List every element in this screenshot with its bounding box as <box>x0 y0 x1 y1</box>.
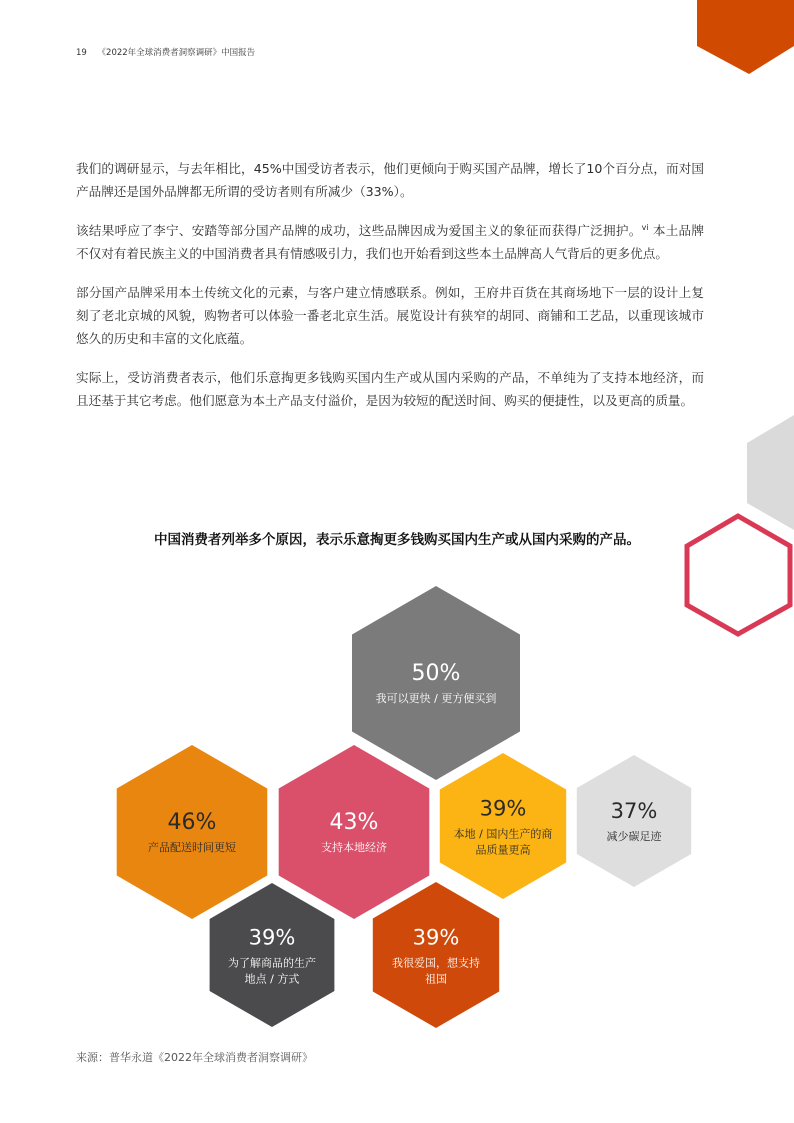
hexagon-label: 减少碳足迹 <box>606 829 662 843</box>
hexagon-shape <box>210 883 335 1027</box>
percentage-value: 39% <box>412 925 460 950</box>
percentage-value: 46% <box>167 810 217 836</box>
paragraph-3: 部分国产品牌采用本土传统文化的元素，与客户建立情感联系。例如，王府井百货在其商场地下一层的设计上复刻了老北京城的风貌，购物者可以体验一番老北京生活。展览设计有狭窄的胡同、商铺和工艺品，以重现该城市悠久的历史和丰富的文化底蕴。 <box>76 285 704 346</box>
hexagon-item <box>352 586 520 780</box>
paragraph-1: 我们的调研显示，与去年相比，45%中国受访者表示，他们更倾向于购买国产品牌，增长了10个百分点，而对国产品牌还是国外品牌都无所谓的受访者则有所减少（33%）。 <box>76 161 704 199</box>
paragraph-2-part-b: 本土品牌不仅对有着民族主义的中国消费者具有情感吸引力，我们也开始看到这些本土品牌高人气背后的更多优点。 <box>76 223 704 261</box>
percentage-value: 37% <box>610 798 658 823</box>
footnote-reference[interactable]: vi <box>641 222 649 232</box>
hexagon-label: 产品配送时间更短 <box>148 841 236 855</box>
hexagon-item <box>210 883 335 1027</box>
source-note: 来源：普华永道《2022年全球消费者洞察调研》 <box>76 1051 313 1064</box>
page-number: 19 <box>76 48 87 58</box>
report-title: 《2022年全球消费者洞察调研》中国报告 <box>97 48 256 58</box>
hexagon-label: 本地 / 国内生产的商 <box>453 827 553 841</box>
percentage-value: 50% <box>411 661 461 687</box>
percentage-value: 39% <box>248 925 296 950</box>
hexagon-item <box>577 755 691 887</box>
hexagon-label: 支持本地经济 <box>321 841 387 855</box>
chart-title: 中国消费者列举多个原因，表示乐意掏更多钱购买国内生产或从国内采购的产品。 <box>154 532 640 548</box>
hexagon-item <box>440 753 566 899</box>
hexagon-item <box>373 882 499 1028</box>
hexagon-label: 地点 / 方式 <box>244 972 300 986</box>
hexagon-shape <box>440 753 566 899</box>
paragraph-4: 实际上，受访消费者表示，他们乐意掏更多钱购买国内生产或从国内采购的产品，不单纯为了支持本地经济，而且还基于其它考虑。他们愿意为本土产品支付溢价，是因为较短的配送时间、购买的便捷性，以及更高的质量。 <box>76 370 704 408</box>
hexagon-shape <box>373 882 499 1028</box>
paragraph-2-part-a: 该结果呼应了李宁、安踏等部分国产品牌的成功，这些品牌因成为爱国主义的象征而获得广泛拥护。 <box>76 223 642 238</box>
hexagon-label: 品质量更高 <box>475 843 531 857</box>
hexagon-label: 我很爱国，想支持 <box>392 956 480 970</box>
hexagon-label: 为了解商品的生产 <box>228 956 316 970</box>
hexagon-item <box>117 745 268 919</box>
percentage-value: 43% <box>329 810 379 836</box>
hexagon-label: 我可以更快 / 更方便买到 <box>375 692 497 706</box>
hexagon-label: 祖国 <box>425 972 447 986</box>
hexagon-item <box>279 745 430 919</box>
percentage-value: 39% <box>479 796 527 821</box>
